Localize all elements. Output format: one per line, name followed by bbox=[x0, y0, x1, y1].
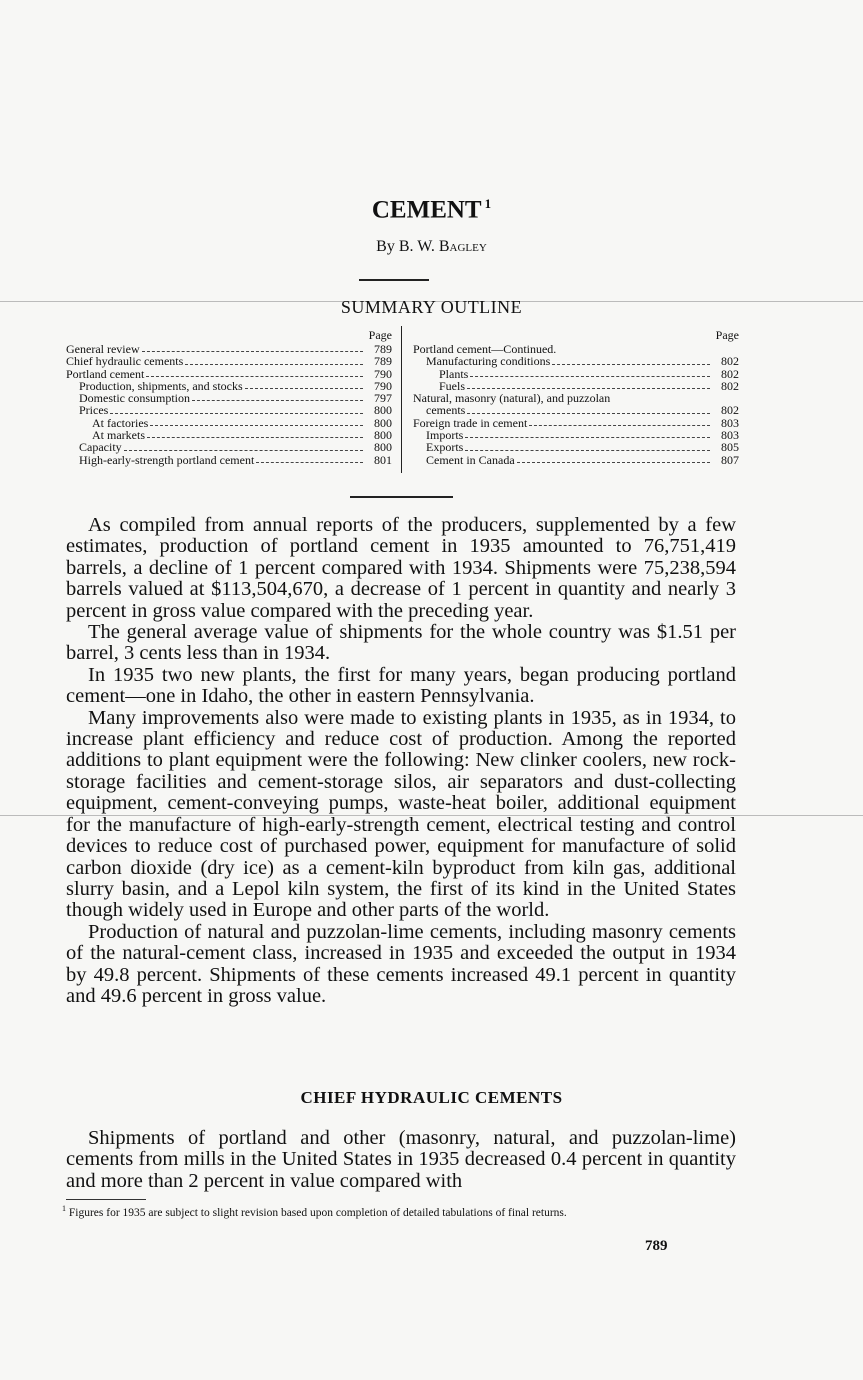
leader-dots bbox=[245, 387, 363, 389]
outline-entry-page: 790 bbox=[374, 378, 392, 393]
outline-divider bbox=[401, 326, 402, 473]
body-text bbox=[66, 515, 736, 1007]
outline-entry-label: cements bbox=[426, 403, 466, 418]
outline-entry bbox=[66, 441, 392, 453]
outline-entry-label: Plants bbox=[439, 366, 469, 381]
section-body bbox=[66, 1128, 736, 1192]
leader-dots bbox=[465, 449, 710, 451]
author-surname: Bagley bbox=[438, 238, 487, 255]
outline-entry-label: Capacity bbox=[79, 440, 122, 455]
outline-entry-label: Foreign trade in cement bbox=[413, 415, 528, 430]
body-paragraph: Many improvements also were made to existing plants in 1935, as in 1934, to increase plant efficiency and reduce cost of production. Among the reported additions to plant equipment were the following: New clinker coolers, new rock-storage facilities and cement-storage silos, air separators and dust-collecting equipment, cement-conveying pumps, waste-heat boiler, additional equipment for the manufacture of high-early-strength cement, electrical testing and control devices to reduce cost of purchased power, equipment for manufacture of solid carbon dioxide (dry ice) as a cement-kiln byproduct from kiln gas, additional slurry basin, and a Lepol kiln system, the first of its kind in the United States though widely used in Europe and other parts of the world. bbox=[66, 706, 736, 922]
leader-dots bbox=[517, 461, 710, 463]
outline-entry-page: 803 bbox=[721, 415, 739, 430]
outline-entry-label: Portland cement—Continued. bbox=[413, 342, 557, 356]
author-line bbox=[0, 238, 863, 256]
leader-dots bbox=[142, 350, 363, 352]
leader-dots bbox=[465, 436, 710, 438]
outline-entry bbox=[413, 441, 739, 453]
outline-rule bbox=[350, 496, 453, 498]
outline-entry bbox=[413, 355, 739, 367]
outline-entry-label: Production, shipments, and stocks bbox=[79, 378, 243, 393]
outline-entry-page: 801 bbox=[374, 452, 392, 467]
footnote-mark: 1 bbox=[62, 1204, 66, 1213]
outline-entry-label: Manufacturing conditions bbox=[426, 354, 551, 369]
outline-right-column bbox=[413, 329, 739, 466]
leader-dots bbox=[612, 400, 710, 401]
body-paragraph: Production of natural and puzzolan-lime cements, including masonry cements of the natural-cement class, increased in 1935 and exceeded the output in 1934 by 49.8 percent. Shipments of these cements increased 49.1 percent in quantity and 49.6 percent in gross value. bbox=[66, 920, 736, 1007]
outline-entry-page: 802 bbox=[721, 354, 739, 369]
body-paragraph: In 1935 two new plants, the first for many years, began producing portland cement—one in Idaho, the other in eastern Pennsylvania. bbox=[66, 663, 736, 708]
outline-entry-label: Prices bbox=[79, 403, 109, 418]
author-prefix: By B. W. bbox=[376, 238, 435, 255]
outline-entry-page: 800 bbox=[374, 415, 392, 430]
section-paragraph: Shipments of portland and other (masonry, natural, and puzzolan-lime) cements from mills in the United States in 1935 decreased 0.4 percent in quantity and more than 2 percent in value compared with bbox=[66, 1127, 736, 1192]
outline-entry-label: General review bbox=[66, 342, 140, 356]
title-rule bbox=[359, 279, 429, 281]
outline-entry bbox=[66, 404, 392, 416]
outline-entry-page: 789 bbox=[374, 342, 392, 356]
leader-dots bbox=[185, 363, 363, 365]
outline-entry-label: Domestic consumption bbox=[79, 391, 190, 406]
outline-entry-label: Imports bbox=[426, 428, 464, 443]
outline-entry-page: 790 bbox=[374, 366, 392, 381]
outline-entry bbox=[413, 454, 739, 466]
outline-entry-page: 800 bbox=[374, 428, 392, 443]
outline-entry-label: Fuels bbox=[439, 378, 466, 393]
outline-entry-label: Natural, masonry (natural), and puzzolan bbox=[413, 391, 611, 406]
outline-entry-page: 807 bbox=[721, 452, 739, 467]
page-title bbox=[0, 196, 863, 224]
outline-entry-page: 802 bbox=[721, 403, 739, 418]
leader-dots bbox=[124, 449, 363, 451]
outline-entry bbox=[66, 355, 392, 367]
page-column-label: Page bbox=[368, 328, 392, 342]
leader-dots bbox=[467, 412, 710, 414]
outline-entry-page: 789 bbox=[374, 354, 392, 369]
outline-entry-page: 800 bbox=[374, 440, 392, 455]
outline-entry-label: Exports bbox=[426, 440, 464, 455]
title-text: CEMENT bbox=[371, 196, 482, 224]
outline-entry-label: High-early-strength portland cement bbox=[79, 452, 255, 467]
leader-dots bbox=[150, 424, 363, 426]
outline-entry-page: 800 bbox=[374, 403, 392, 418]
leader-dots bbox=[467, 387, 710, 389]
outline-entry-label: Cement in Canada bbox=[426, 452, 515, 467]
leader-dots bbox=[552, 363, 710, 365]
outline-heading: SUMMARY OUTLINE bbox=[340, 297, 523, 317]
outline-entry-page: 803 bbox=[721, 428, 739, 443]
footnote-text: Figures for 1935 are subject to slight revision based upon completion of detailed tabulations of final returns. bbox=[68, 1206, 567, 1219]
footnote bbox=[62, 1203, 734, 1219]
title-footnote-mark: 1 bbox=[484, 196, 492, 211]
outline-left-column bbox=[66, 329, 392, 466]
outline-entry-label: Chief hydraulic cements bbox=[66, 354, 184, 369]
body-paragraph: As compiled from annual reports of the producers, supplemented by a few estimates, production of portland cement in 1935 amounted to 76,751,419 barrels, a decline of 1 percent compared with 1934. Shipments were 75,238,594 barrels valued at $113,504,670, a decrease of 1 percent in quantity and nearly 3 percent in gross value compared with the preceding year. bbox=[66, 514, 736, 622]
outline-entry bbox=[66, 454, 392, 466]
section-heading: CHIEF HYDRAULIC CEMENTS bbox=[300, 1088, 563, 1107]
page-column-label: Page bbox=[715, 328, 739, 342]
leader-dots bbox=[470, 375, 710, 377]
outline-entry-label: At factories bbox=[92, 415, 149, 430]
page-number: 789 bbox=[645, 1238, 668, 1254]
leader-dots bbox=[147, 436, 363, 438]
leader-dots bbox=[146, 375, 363, 377]
leader-dots bbox=[256, 461, 363, 463]
body-paragraph: The general average value of shipments for the whole country was $1.51 per barrel, 3 cents less than in 1934. bbox=[66, 621, 736, 665]
leader-dots bbox=[529, 424, 710, 426]
leader-dots bbox=[110, 412, 363, 414]
outline-entry-page: 802 bbox=[721, 366, 739, 381]
outline-entry-page: 805 bbox=[721, 440, 739, 455]
outline-entry-label: Portland cement bbox=[66, 366, 145, 381]
leader-dots bbox=[192, 399, 363, 401]
leader-dots bbox=[558, 351, 710, 352]
outline-entry bbox=[413, 404, 739, 416]
outline-entry-label: At markets bbox=[92, 428, 145, 443]
outline-entry bbox=[66, 392, 392, 404]
outline-entry-page: 802 bbox=[721, 378, 739, 393]
footnote-rule bbox=[66, 1199, 146, 1200]
outline-entry-page: 797 bbox=[374, 391, 392, 406]
